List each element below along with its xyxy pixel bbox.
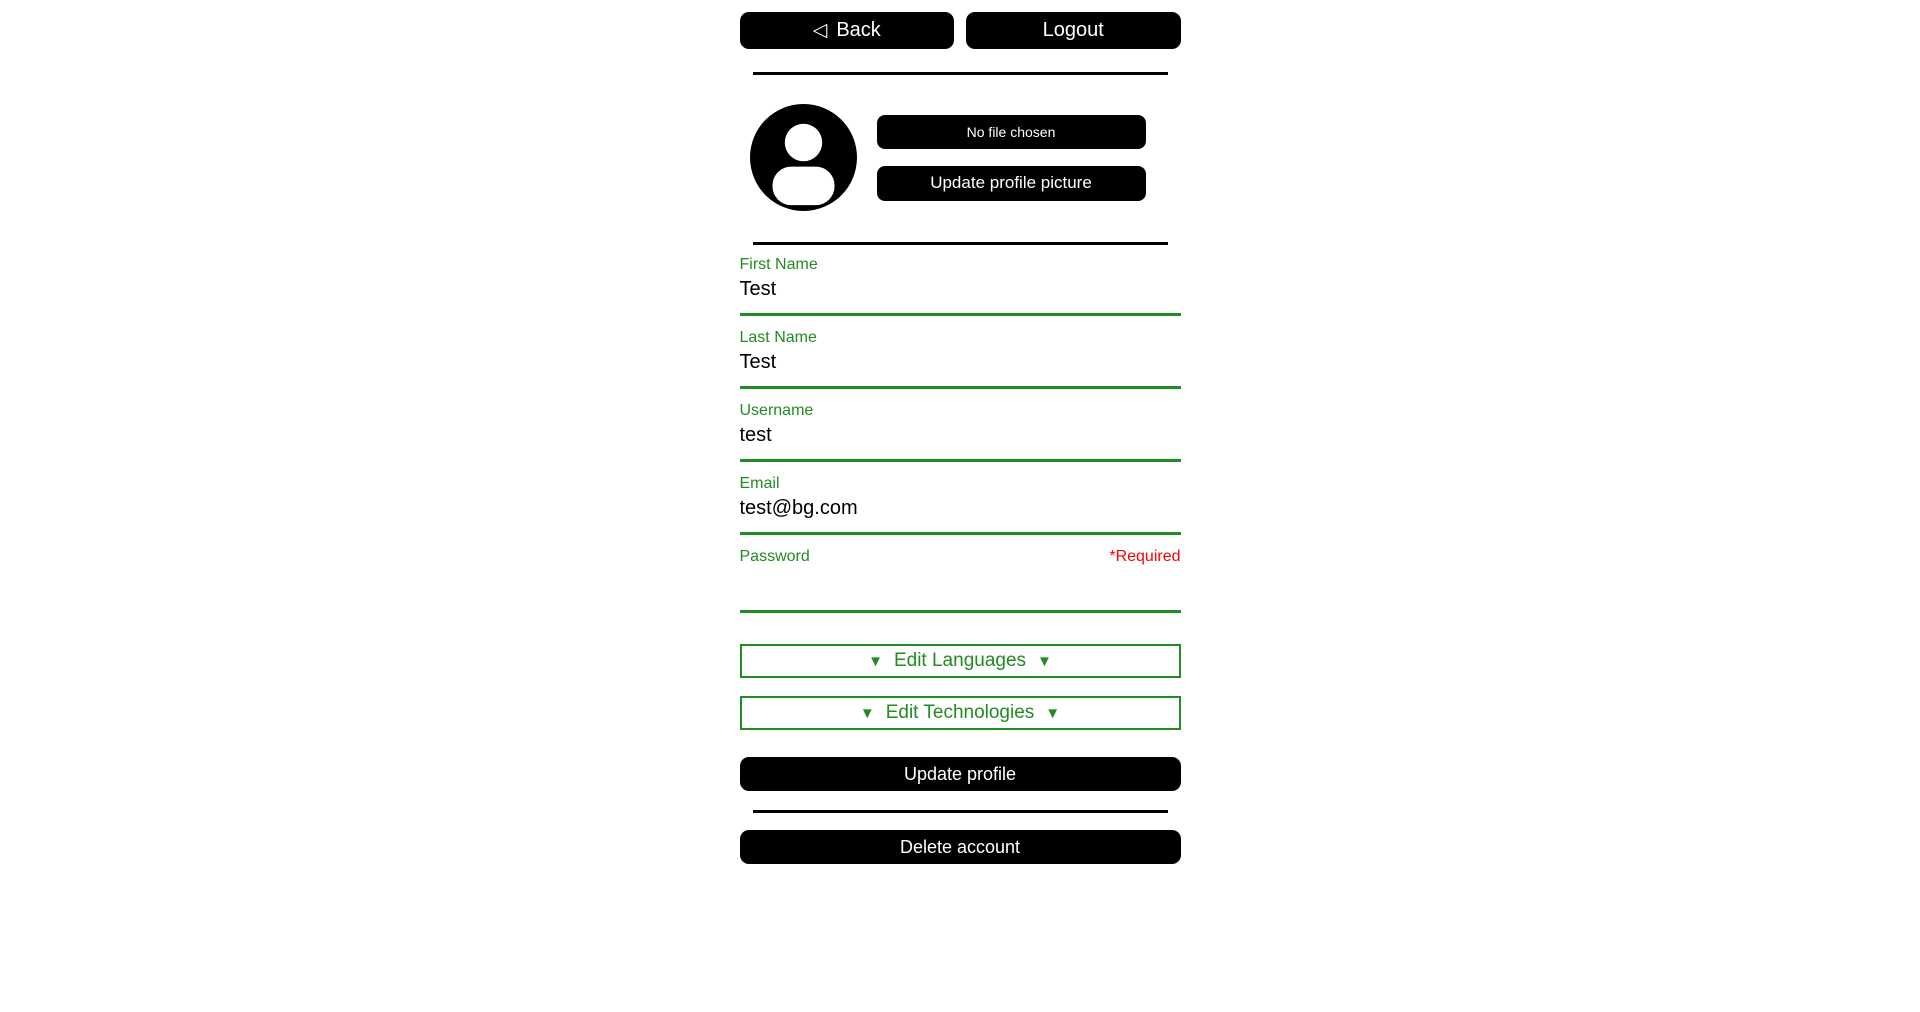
chevron-down-icon: ▼ xyxy=(868,652,883,670)
password-field xyxy=(740,548,1181,613)
password-label: Password xyxy=(739,548,810,565)
password-input[interactable] xyxy=(740,566,1181,613)
update-profile-button[interactable]: Update profile xyxy=(740,757,1181,791)
username-label: Username xyxy=(739,402,814,419)
section-divider xyxy=(753,242,1168,245)
profile-form xyxy=(740,256,1181,791)
edit-technologies-button[interactable] xyxy=(740,696,1181,730)
user-avatar-icon xyxy=(750,104,857,211)
username-field xyxy=(740,402,1181,462)
footer-divider xyxy=(753,810,1168,813)
back-button-label: Back xyxy=(836,19,881,41)
last-name-field xyxy=(740,329,1181,389)
first-name-label: First Name xyxy=(739,256,818,273)
last-name-input[interactable] xyxy=(740,347,1181,389)
edit-languages-label: Edit Languages xyxy=(893,650,1027,671)
top-divider xyxy=(753,72,1168,75)
first-name-input[interactable] xyxy=(740,274,1181,316)
profile-picture-section xyxy=(750,104,1146,211)
file-input[interactable] xyxy=(877,115,1146,149)
edit-languages-button[interactable] xyxy=(740,644,1181,678)
chevron-down-icon: ▼ xyxy=(859,704,875,722)
email-input[interactable] xyxy=(740,493,1181,535)
password-label-row xyxy=(740,548,1181,566)
first-name-field xyxy=(740,256,1181,316)
chevron-down-icon: ▼ xyxy=(1045,704,1061,722)
email-label: Email xyxy=(739,475,780,492)
last-name-label: Last Name xyxy=(739,329,817,346)
picture-controls xyxy=(877,115,1146,201)
edit-technologies-label: Edit Technologies xyxy=(885,702,1035,723)
back-triangle-icon: ◁ xyxy=(812,20,828,41)
logout-button-label: Logout xyxy=(1042,19,1104,41)
chevron-down-icon: ▼ xyxy=(1037,652,1052,670)
back-button[interactable] xyxy=(740,12,955,49)
file-input-status: No file chosen xyxy=(966,123,1056,140)
logout-button[interactable] xyxy=(966,12,1181,49)
top-button-bar xyxy=(740,12,1181,49)
username-input[interactable] xyxy=(740,420,1181,462)
email-field xyxy=(740,475,1181,535)
required-badge: *Required xyxy=(1109,548,1181,565)
profile-page xyxy=(740,12,1181,864)
delete-account-button[interactable]: Delete account xyxy=(740,830,1181,864)
update-picture-button[interactable]: Update profile picture xyxy=(877,166,1146,201)
